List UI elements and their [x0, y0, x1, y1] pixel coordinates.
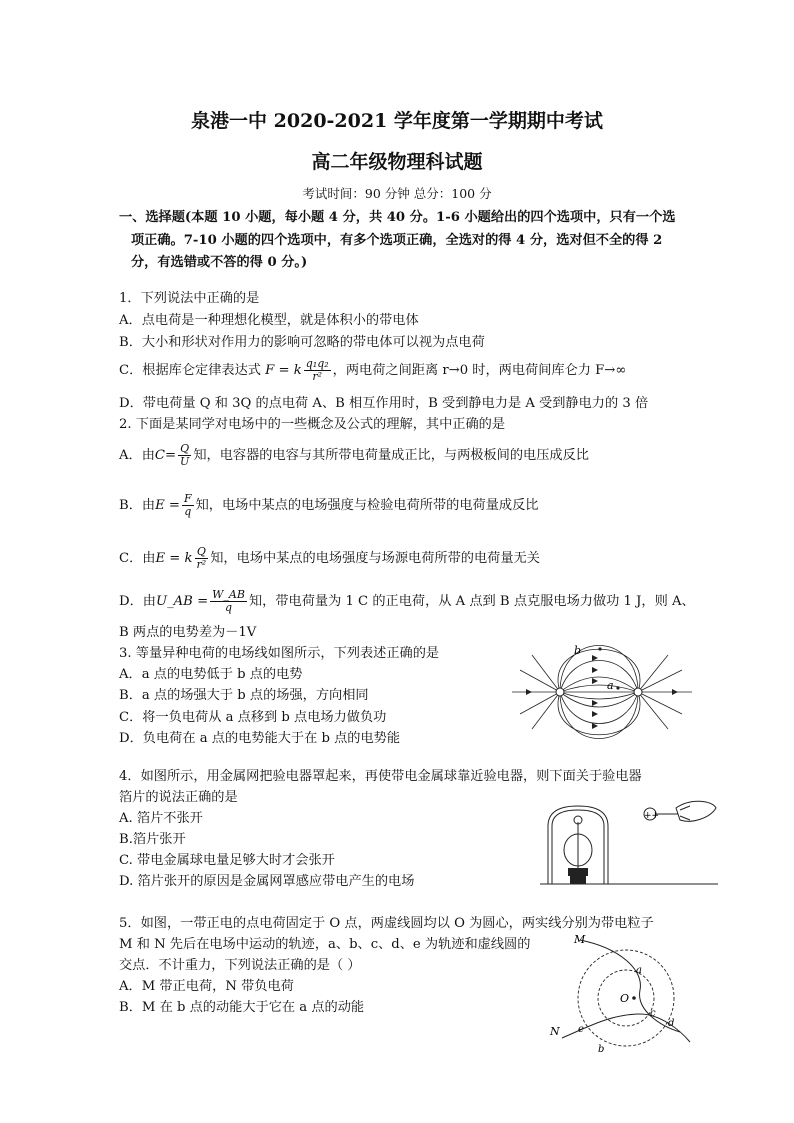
q2-stem: 2. 下面是某同学对电场中的一些概念及公式的理解，其中正确的是 [119, 417, 506, 432]
q2-option-d: D．由U_AB = $\frac{W\_AB}{q}$ 知，带电荷量为 1 C 的正电荷，从 A 点到 B 点克服电场力做功 1 J，则 A、 [119, 588, 695, 614]
fig5-label-b: b [598, 1044, 605, 1055]
q3-option-c: C．将一负电荷从 a 点移到 b 点电场力做负功 [119, 710, 387, 725]
q4-option-c: C. 带电金属球电量足够大时才会张开 [119, 853, 335, 868]
q4-stem-line2: 箔片的说法正确的是 [119, 790, 238, 805]
q1-stem: 1．下列说法中正确的是 [119, 291, 260, 306]
q4-option-a: A. 箔片不张开 [119, 811, 203, 826]
exam-subtitle: 高二年级物理科试题 [311, 151, 483, 173]
q5-stem-line1: 5．如图，一带正电的点电荷固定于 O 点，两虚线圆均以 O 为圆心，两实线分别为带电粒子 [119, 916, 654, 931]
electroscope-figure [540, 796, 720, 888]
fig5-label-a: a [636, 965, 642, 976]
q5-option-b: B．M 在 b 点的动能大于它在 a 点的动能 [119, 1000, 365, 1015]
q2-option-c: C．由E = k $\frac{Q}{\text{r²}}$ 知，电场中某点的电场强度与场源电荷所带的电荷量无关 [119, 545, 540, 571]
q1-option-a: A．点电荷是一种理想化模型，就是体积小的带电体 [119, 313, 419, 328]
q1-option-c: C．根据库仑定律表达式 F = k $\frac{\text{q₁q₂}}{\text{r²}}$ ，两电荷之间距离 r→0 时，两电荷间库仑力 F→∞ [119, 357, 627, 383]
fig5-label-N: N [550, 1025, 560, 1038]
fig5-label-e: e [578, 1024, 584, 1035]
exam-title: 泉港一中 2020-2021 学年度第一学期期中考试 [191, 110, 603, 132]
q1-option-b: B．大小和形状对作用力的影响可忽略的带电体可以视为点电荷 [119, 335, 485, 350]
fig3-label-a: a [607, 679, 614, 692]
q3-option-d: D．负电荷在 a 点的电势能大于在 b 点的电势能 [119, 731, 401, 746]
q5-option-a: A．M 带正电荷，N 带负电荷 [119, 979, 294, 994]
exam-info: 考试时间：90 分钟 总分：100 分 [302, 186, 492, 201]
q3-option-b: B．a 点的场强大于 b 点的场强，方向相同 [119, 688, 369, 703]
fig5-label-d: d [668, 1018, 675, 1029]
q5-stem-line3: 交点．不计重力，下列说法正确的是（ ） [119, 958, 361, 973]
q2-option-b: B．由E = $\frac{F}{q}$ 知，电场中某点的电场强度与检验电荷所带的电荷量成反比 [119, 492, 539, 518]
fig5-label-M: M [574, 933, 586, 946]
q3-option-a: A．a 点的电势低于 b 点的电势 [119, 667, 303, 682]
q1-option-d: D．带电荷量 Q 和 3Q 的点电荷 A、B 相互作用时，B 受到静电力是 A 受到静电力的 3 倍 [119, 396, 649, 411]
svg-text:++: ++ [644, 811, 660, 821]
section-instructions-line3: 分，有选错或不答的得 0 分。) [131, 255, 308, 270]
q4-option-d: D. 箔片张开的原因是金属网罩感应带电产生的电场 [119, 874, 415, 889]
q5-stem-line2: M 和 N 先后在电场中运动的轨迹，a、b、c、d、e 为轨迹和虚线圆的 [119, 937, 531, 952]
q3-stem: 3. 等量异种电荷的电场线如图所示，下列表述正确的是 [119, 646, 440, 661]
fig3-label-b: b [574, 644, 582, 657]
q2-option-d-continued: B 两点的电势差为－1V [119, 625, 257, 640]
fig5-label-c: c [650, 1008, 656, 1019]
section-instructions-line2: 项正确。7-10 小题的四个选项中，有多个选项正确，全选对的得 4 分，选对但不全的得 2 [131, 233, 663, 248]
q4-option-b: B.箔片张开 [119, 832, 186, 847]
field-lines-figure [512, 640, 692, 750]
section-instructions-line1: 一、选择题(本题 10 小题，每小题 4 分，共 40 分。1-6 小题给出的四个选项中，只有一个选 [119, 210, 676, 225]
q4-stem-line1: 4．如图所示，用金属网把验电器罩起来，再使带电金属球靠近验电器，则下面关于验电器 [119, 769, 642, 784]
fig5-label-O: O [620, 992, 630, 1005]
trajectory-figure [540, 930, 700, 1055]
q2-option-a: A．由C= $\frac{Q}{U}$ 知，电容器的电容与其所带电荷量成正比，与两极板间的电压成反比 [119, 442, 589, 468]
